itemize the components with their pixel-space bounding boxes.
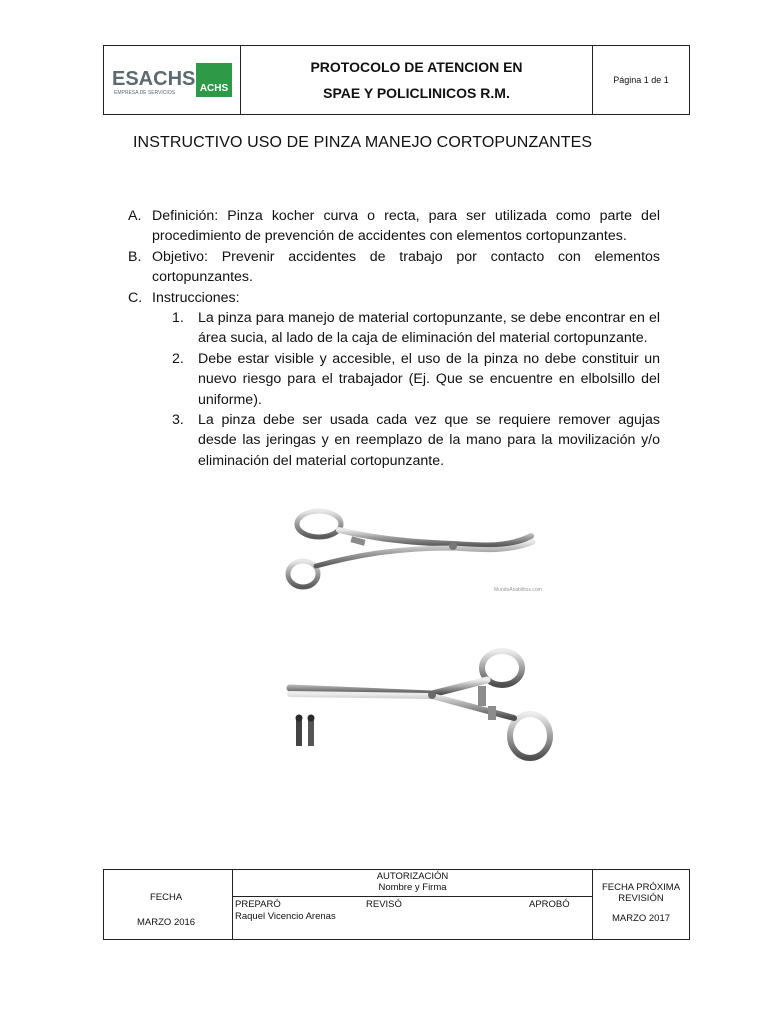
document-body bbox=[128, 206, 660, 471]
fecha-label: FECHA bbox=[150, 892, 183, 903]
section-instructions bbox=[128, 288, 660, 308]
section-definition bbox=[128, 206, 660, 247]
prepared-label: PREPARÓ bbox=[235, 899, 281, 910]
page-number: Página 1 de 1 bbox=[613, 75, 669, 85]
footer-authorization-table bbox=[103, 869, 690, 940]
section-objective bbox=[128, 247, 660, 288]
forceps-hinge bbox=[449, 542, 457, 550]
section-text: Definición: Pinza kocher curva o recta, para ser utilizada como parte del procedimiento de prevención de accidentes con elementos cortopunzantes. bbox=[152, 208, 660, 245]
name-signature-label: Nombre y Firma bbox=[378, 882, 447, 893]
instruction-text: La pinza para manejo de material cortopunzante, se debe encontrar en el área sucia, al lado de la caja de eliminación del material cortopunzante. bbox=[198, 310, 660, 347]
protocol-title bbox=[241, 46, 593, 114]
forceps2-ratchet-bottom bbox=[488, 706, 496, 720]
instruction-marker: 1. bbox=[172, 310, 184, 327]
company-logo bbox=[104, 46, 241, 114]
straight-forceps-image bbox=[282, 644, 558, 762]
instruction-item bbox=[128, 308, 660, 349]
protocol-title-line1: PROTOCOLO DE ATENCION EN bbox=[310, 59, 523, 75]
logo-text: ESACHS bbox=[112, 68, 196, 90]
authorization-label: AUTORIZACIÓN bbox=[376, 871, 449, 882]
document-header bbox=[103, 45, 690, 115]
image-credit: MundoAnabilitos.com bbox=[494, 587, 542, 593]
tip-detail-cap-left bbox=[296, 715, 303, 722]
instruction-text: La pinza debe ser usada cada vez que se requiere remover agujas desde las jeringas y en reemplazo de la mano para la movilización y/o eliminación del material cortopunzante. bbox=[198, 412, 660, 469]
section-text: Objetivo: Prevenir accidentes de trabajo por contacto con elementos cortopunzantes. bbox=[152, 248, 660, 286]
protocol-title-line2: SPAE Y POLICLINICOS R.M. bbox=[323, 85, 510, 101]
section-marker: C. bbox=[128, 289, 143, 306]
forceps2-ring-bottom bbox=[510, 714, 550, 758]
footer-next-review-cell bbox=[592, 870, 689, 939]
instruction-marker: 3. bbox=[172, 412, 184, 429]
fecha-value: MARZO 2016 bbox=[137, 917, 196, 928]
forceps-ring-bottom bbox=[288, 561, 318, 587]
next-review-value: MARZO 2017 bbox=[611, 913, 671, 924]
section-marker: A. bbox=[128, 208, 142, 224]
section-text: Instrucciones: bbox=[152, 289, 240, 306]
forceps-ring-top bbox=[297, 511, 341, 537]
section-marker: B. bbox=[128, 248, 142, 265]
authorization-header bbox=[232, 870, 593, 897]
logo-subtext: EMPRESA DE SERVICIOS bbox=[114, 90, 176, 96]
instruction-item bbox=[128, 349, 660, 410]
forceps-arm-top bbox=[339, 530, 531, 546]
document-title: INSTRUCTIVO USO DE PINZA MANEJO CORTOPUNZANTES bbox=[133, 134, 593, 151]
instruction-text: Debe estar visible y accesible, el uso de la pinza no debe constituir un nuevo riesgo para el trabajador (Ej. Que se encuentre en elbolsillo del uniforme). bbox=[198, 350, 660, 408]
tip-detail-cap-right bbox=[308, 715, 315, 722]
reviewed-label: REVISÓ bbox=[366, 899, 402, 910]
footer-date-cell bbox=[104, 870, 233, 939]
esachs-achs-logo bbox=[110, 60, 234, 100]
curved-forceps-image bbox=[283, 506, 541, 596]
next-review-label-1: FECHA PRÓXIMA bbox=[601, 882, 681, 893]
forceps2-hinge bbox=[428, 691, 436, 699]
instruction-marker: 2. bbox=[172, 350, 184, 367]
logo-badge-text: ACHS bbox=[199, 83, 229, 94]
approved-label: APROBÓ bbox=[529, 899, 570, 910]
forceps2-ratchet-top bbox=[478, 686, 486, 706]
instruction-item bbox=[128, 410, 660, 471]
prepared-name: Raquel Vicencio Arenas bbox=[235, 911, 336, 922]
next-review-label-2: REVISIÓN bbox=[618, 893, 664, 904]
